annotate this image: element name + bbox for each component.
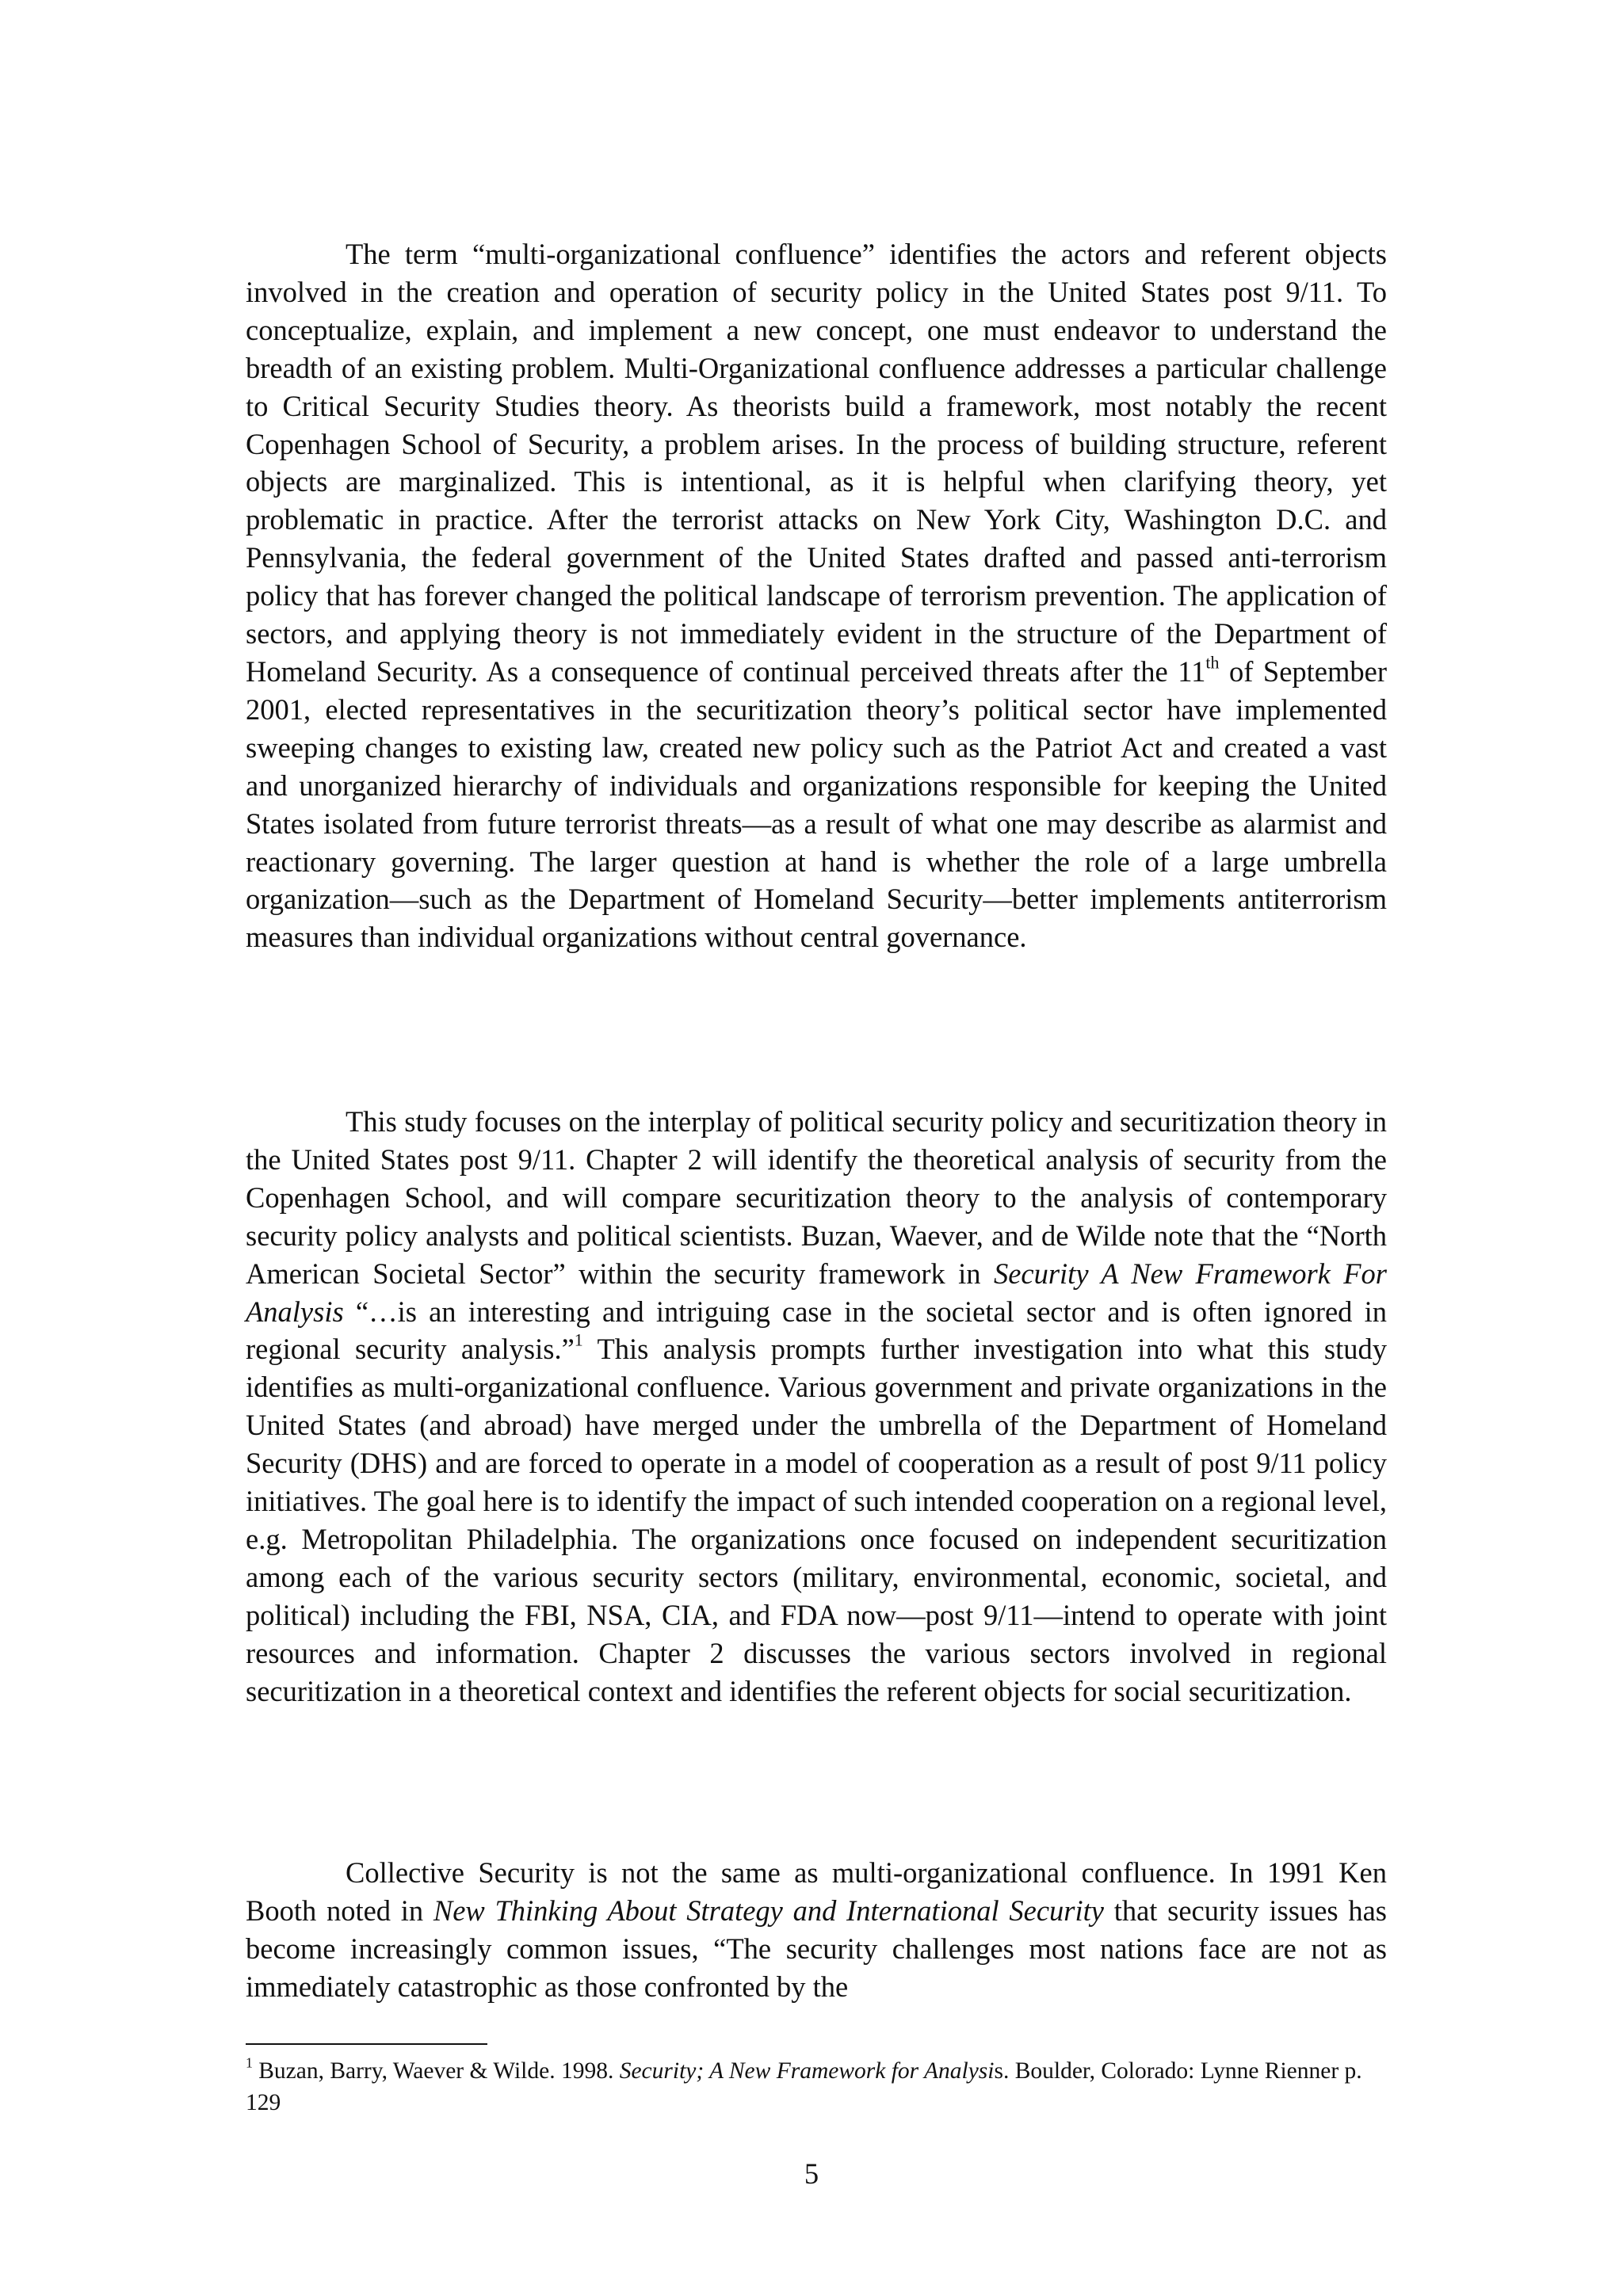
footnote-text-a: Buzan, Barry, Waever & Wilde. 1998. [252,2058,620,2084]
page-number: 5 [804,2157,819,2190]
footnote-divider [246,2043,487,2045]
footnote-text-b: Boulder, Colorado: Lynne Rienner p. 129 [246,2058,1362,2115]
paragraph-1-text-b: of September 2001, elected representatives in the securitization theory’s political sector have implemented sweeping changes to existing law, created new policy such as the Patriot Act and created a vast and unorganized hierarchy of individuals and organizations responsible for keeping the United States isolated from future terrorist threats—as a result of what one may describe as alarmist and reactionary governing. The larger question at hand is whether the role of a large umbrella organization—such as the Department of Homeland Security—better implements antiterrorism measures than individual organizations without central governance. [246,654,1387,954]
paragraph-2-text-a: This study focuses on the interplay of political security policy and securitization theory in the United States post 9/11. Chapter 2 will identify the theoretical analysis of security from the Copenhagen School, and will compare securitization theory to the analysis of contemporary security policy analysts and political scientists. Buzan, Waever, and de Wilde note that the “North American Societal Sector” within the security framework in [246,1105,1387,1290]
body-paragraph-2 [246,1103,1387,1711]
footnote-title: Security; A New Framework for Analysi [619,2058,995,2084]
paragraph-2-text-b: “…is an interesting and intriguing case in the societal sector and is often ignored in regional security analysis.” [246,1295,1387,1366]
ordinal-superscript: th [1205,652,1220,673]
book-title-new-thinking: New Thinking About Strategy and International Security [433,1894,1104,1927]
footnote-reference: 1 [574,1330,583,1351]
footnote-marker: 1 [246,2054,253,2071]
paragraph-3-text-a: Collective Security is not the same as multi-organizational confluence. In 1991 Ken Booth noted in [246,1856,1387,1927]
paragraph-3-text-b: that security issues has become increasingly common issues, “The security challenges most nations face are not as immediately catastrophic as those confronted by the [246,1894,1387,2003]
body-paragraph-3 [246,1854,1387,2006]
body-paragraph-1 [246,235,1387,956]
book-title-security-framework: Security A New Framework For Analysis [246,1257,1387,1328]
footnote-title-suffix: s. [994,2058,1010,2084]
footnote [246,2055,1387,2119]
paragraph-2-text-c: This analysis prompts further investigation into what this study identifies as multi-organizational confluence. Various government and private organizations in the United States (and abroad) have merged under the umbrella of the Department of Homeland Security (DHS) and are forced to operate in a model of cooperation as a result of post 9/11 policy initiatives. The goal here is to identify the impact of such intended cooperation on a regional level, e.g. Metropolitan Philadelphia. The organizations once focused on independent securitization among each of the various security sectors (military, environmental, economic, societal, and political) including the FBI, NSA, CIA, and FDA now—post 9/11—intend to operate with joint resources and information. Chapter 2 discusses the various sectors involved in regional securitization in a theoretical context and identifies the referent objects for social securitization. [246,1333,1387,1707]
paragraph-1-text-a: The term “multi-organizational confluence” identifies the actors and referent objects involved in the creation and operation of security policy in the United States post 9/11. To conceptualize, explain, and implement a new concept, one must endeavor to understand the breadth of an existing problem. Multi-Organizational confluence addresses a particular challenge to Critical Security Studies theory. As theorists build a framework, most notably the recent Copenhagen School of Security, a problem arises. In the process of building structure, referent objects are marginalized. This is intentional, as it is helpful when clarifying theory, yet problematic in practice. After the terrorist attacks on New York City, Washington D.C. and Pennsylvania, the federal government of the United States drafted and passed anti-terrorism policy that has forever changed the political landscape of terrorism prevention. The application of sectors, and applying theory is not immediately evident in the structure of the Department of Homeland Security. As a consequence of continual perceived threats after the 11 [246,238,1387,688]
